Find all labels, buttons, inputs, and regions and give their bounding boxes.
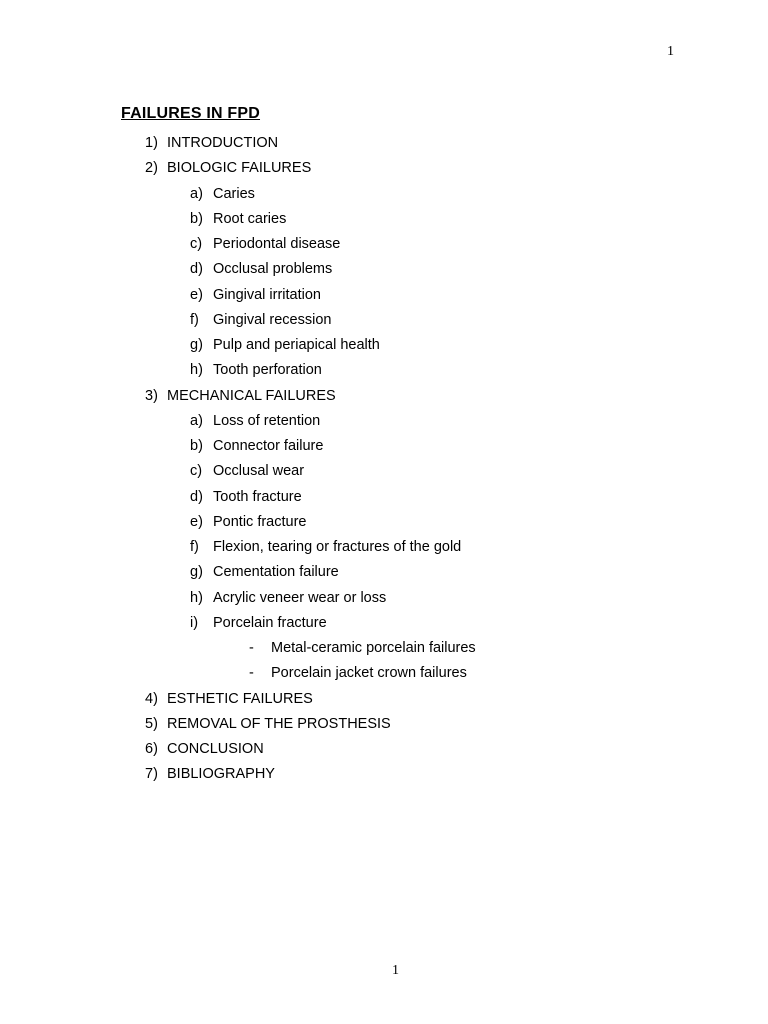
outline-item-level-2 bbox=[0, 232, 768, 257]
outline-item-marker: b) bbox=[190, 438, 203, 454]
outline-item-marker: e) bbox=[190, 513, 203, 530]
outline-item-text: Root caries bbox=[213, 210, 287, 227]
outline-item-marker: b) bbox=[190, 210, 203, 227]
outline-item-marker: 4) bbox=[145, 690, 158, 707]
outline-item-marker: f) bbox=[190, 539, 199, 555]
outline-item-marker: - bbox=[249, 640, 254, 656]
outline-item-marker: - bbox=[249, 665, 254, 682]
outline-item-level-2 bbox=[0, 283, 768, 308]
outline-item-marker: a) bbox=[190, 412, 203, 429]
outline-item-level-2 bbox=[0, 535, 768, 560]
outline-item-text: Acrylic veneer wear or loss bbox=[213, 589, 387, 606]
outline-item-level-1 bbox=[0, 737, 768, 762]
outline-item-marker: h) bbox=[190, 589, 203, 606]
outline-item-level-2 bbox=[0, 459, 768, 484]
outline-item-text: BIBLIOGRAPHY bbox=[167, 766, 275, 783]
document-title: FAILURES IN FPD bbox=[121, 105, 261, 122]
outline-item-level-2 bbox=[0, 611, 768, 636]
outline-item-level-2 bbox=[0, 182, 768, 207]
outline-item-level-2 bbox=[0, 308, 768, 333]
page-number-bottom: 1 bbox=[392, 963, 399, 978]
outline-item-text: Caries bbox=[213, 185, 255, 202]
outline-item-marker: 1) bbox=[145, 135, 158, 151]
outline-item-level-2 bbox=[0, 207, 768, 232]
outline-item-marker: d) bbox=[190, 261, 203, 278]
outline-item-text: Occlusal problems bbox=[213, 261, 333, 278]
outline-item-text: Cementation failure bbox=[213, 564, 339, 581]
outline-item-level-1 bbox=[0, 712, 768, 737]
outline-item-level-2 bbox=[0, 560, 768, 585]
outline-item-level-3 bbox=[0, 661, 768, 686]
outline-item-level-3 bbox=[0, 636, 768, 661]
outline-item-text: Porcelain jacket crown failures bbox=[271, 665, 467, 682]
outline-item-marker: c) bbox=[190, 236, 203, 252]
outline-item-marker: 7) bbox=[145, 766, 158, 783]
outline-item-level-2 bbox=[0, 333, 768, 358]
outline-item-marker: i) bbox=[190, 614, 199, 631]
outline-item-marker: 6) bbox=[145, 741, 158, 757]
outline-item-level-2 bbox=[0, 358, 768, 383]
outline-item-text: Gingival irritation bbox=[213, 286, 321, 303]
outline-item-text: Porcelain fracture bbox=[213, 614, 327, 631]
outline-item-text: MECHANICAL FAILURES bbox=[167, 387, 336, 404]
outline-item-marker: f) bbox=[190, 311, 199, 328]
outline-item-text: Tooth fracture bbox=[213, 488, 302, 505]
outline-item-marker: h) bbox=[190, 362, 203, 379]
outline-item-text: Connector failure bbox=[213, 438, 324, 454]
outline-item-marker: d) bbox=[190, 488, 203, 505]
outline-item-level-2 bbox=[0, 485, 768, 510]
outline-item-level-2 bbox=[0, 409, 768, 434]
outline-item-text: INTRODUCTION bbox=[167, 135, 279, 151]
outline-item-level-1 bbox=[0, 762, 768, 787]
outline-item-marker: c) bbox=[190, 463, 203, 480]
outline-item-level-1 bbox=[0, 687, 768, 712]
outline-item-level-2 bbox=[0, 586, 768, 611]
outline-item-level-2 bbox=[0, 510, 768, 535]
outline-item-level-1 bbox=[0, 131, 768, 156]
outline-item-text: Pulp and periapical health bbox=[213, 337, 380, 353]
outline-item-text: Metal-ceramic porcelain failures bbox=[271, 640, 476, 656]
outline-item-text: ESTHETIC FAILURES bbox=[167, 690, 313, 707]
outline-item-level-2 bbox=[0, 257, 768, 282]
outline-item-level-1 bbox=[0, 384, 768, 409]
outline-item-marker: 2) bbox=[145, 160, 158, 177]
outline-item-text: Pontic fracture bbox=[213, 513, 307, 530]
outline-item-level-1 bbox=[0, 156, 768, 181]
outline-item-marker: 5) bbox=[145, 715, 158, 732]
outline-item-text: CONCLUSION bbox=[167, 741, 264, 757]
outline-item-text: Periodontal disease bbox=[213, 236, 341, 252]
outline-item-level-2 bbox=[0, 434, 768, 459]
outline-item-marker: 3) bbox=[145, 387, 158, 404]
outline-item-marker: e) bbox=[190, 286, 203, 303]
outline-item-text: REMOVAL OF THE PROSTHESIS bbox=[167, 715, 391, 732]
outline-item-marker: a) bbox=[190, 185, 203, 202]
page-number-top: 1 bbox=[667, 44, 674, 59]
outline-item-text: Gingival recession bbox=[213, 311, 332, 328]
outline-item-text: Loss of retention bbox=[213, 412, 321, 429]
outline-item-marker: g) bbox=[190, 337, 203, 353]
outline-item-text: Tooth perforation bbox=[213, 362, 322, 379]
outline-list bbox=[0, 131, 768, 788]
outline-item-text: Flexion, tearing or fractures of the gold bbox=[213, 539, 462, 555]
outline-item-text: Occlusal wear bbox=[213, 463, 305, 480]
outline-item-text: BIOLOGIC FAILURES bbox=[167, 160, 312, 177]
outline-item-marker: g) bbox=[190, 564, 203, 581]
